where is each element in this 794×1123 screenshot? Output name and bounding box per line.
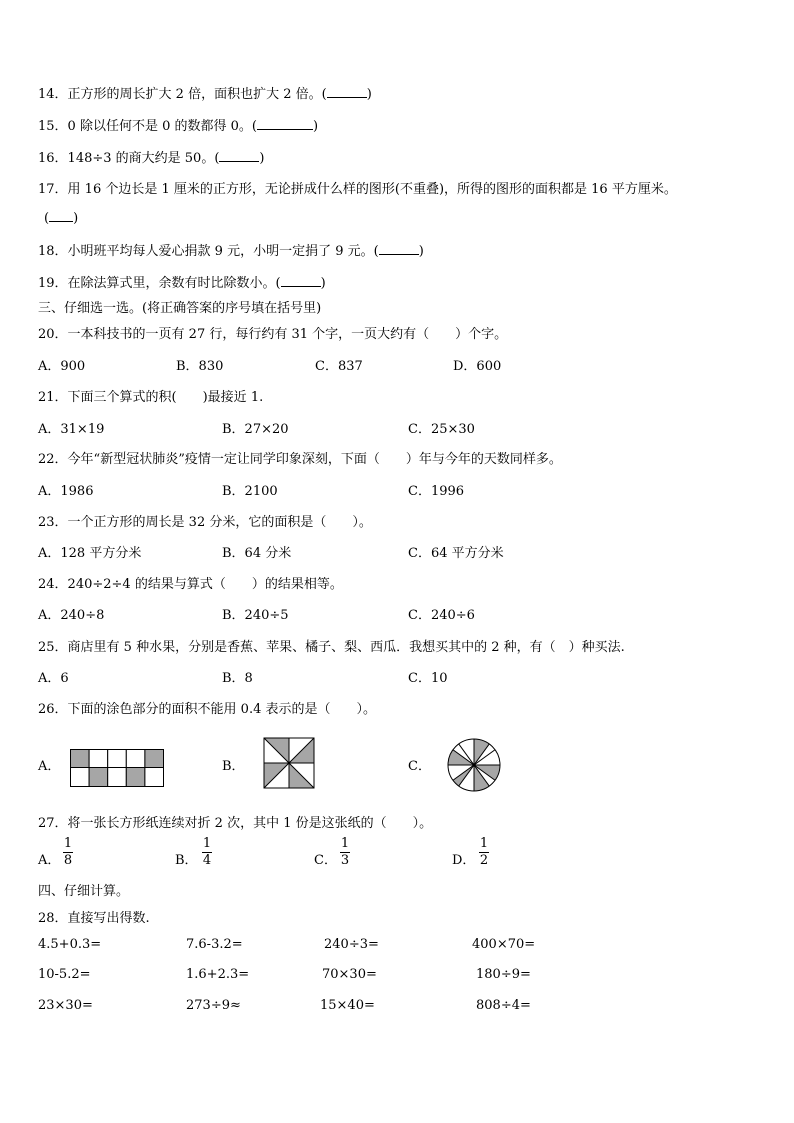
option-d[interactable]: D． [452, 853, 476, 868]
question-28: 28．直接写出得数. [38, 911, 150, 926]
option-c[interactable]: C．25×30 [408, 422, 475, 437]
option-b[interactable]: B． [222, 759, 245, 774]
question-14: 14．正方形的周长扩大 2 倍，面积也扩大 2 倍。( ) [38, 87, 372, 102]
calc-item: 4.5+0.3= [38, 937, 102, 952]
question-21-options [38, 418, 758, 438]
question-17-answer-line: ( ) [44, 211, 79, 226]
question-18: 18．小明班平均每人爱心捐款 9 元，小明一定捐了 9 元。( ) [38, 244, 424, 259]
question-19-text: 19．在除法算式里，余数有时比除数小。( [38, 276, 281, 291]
option-b[interactable]: B． [175, 853, 198, 868]
answer-blank-18[interactable] [379, 242, 419, 255]
option-c[interactable]: C．1996 [408, 484, 465, 499]
question-27: 27．将一张长方形纸连续对折 2 次，其中 1 份是这张纸的（ ）。 [38, 816, 433, 831]
question-16: 16．148÷3 的商大约是 50。( ) [38, 151, 265, 166]
question-24: 24．240÷2÷4 的结果与算式（ ）的结果相等。 [38, 577, 343, 592]
question-15: 15．0 除以任何不是 0 的数都得 0。( ) [38, 119, 319, 134]
square-figure-b [263, 737, 315, 789]
question-26: 26．下面的涂色部分的面积不能用 0.4 表示的是（ ）。 [38, 702, 376, 717]
calc-item: 180÷9= [476, 967, 531, 982]
calc-item: 808÷4= [476, 998, 531, 1013]
fraction-b: 1 4 [202, 836, 212, 868]
question-16-text: 16．148÷3 的商大约是 50。( [38, 151, 220, 166]
option-c[interactable]: C．837 [315, 359, 363, 374]
calc-item: 10-5.2= [38, 967, 91, 982]
option-a[interactable]: A．1986 [38, 484, 94, 499]
answer-blank-19[interactable] [281, 274, 321, 287]
fraction-a: 1 8 [63, 836, 73, 868]
answer-blank-15[interactable] [257, 117, 313, 130]
answer-blank-16[interactable] [219, 149, 259, 162]
calc-item: 273÷9≈ [186, 998, 241, 1013]
option-a[interactable]: A．240÷8 [38, 608, 105, 623]
option-b[interactable]: B．2100 [222, 484, 278, 499]
option-a[interactable]: A．128 平方分米 [38, 546, 142, 561]
calc-item: 400×70= [472, 937, 536, 952]
question-17-text: 17．用 16 个边长是 1 厘米的正方形，无论拼成什么样的图形(不重叠)，所得的图形的面积都是 16 平方厘米。 [38, 182, 677, 197]
option-c[interactable]: C．10 [408, 671, 448, 686]
calc-item: 70×30= [322, 967, 377, 982]
question-25-options [38, 667, 758, 687]
question-22: 22．今年“新型冠状肺炎”疫情一定让同学印象深刻，下面（ ）年与今年的天数同样多。 [38, 452, 562, 467]
calc-item: 1.6+2.3= [186, 967, 250, 982]
question-24-options [38, 604, 758, 624]
question-15-text: 15．0 除以任何不是 0 的数都得 0。( [38, 119, 257, 134]
calc-item: 15×40= [320, 998, 375, 1013]
question-20-options [38, 355, 758, 375]
answer-blank-17[interactable] [49, 209, 73, 222]
answer-blank-14[interactable] [327, 85, 367, 98]
option-a[interactable]: A．6 [38, 671, 69, 686]
question-14-text: 14．正方形的周长扩大 2 倍，面积也扩大 2 倍。( [38, 87, 327, 102]
option-d[interactable]: D．600 [453, 359, 502, 374]
question-23-options [38, 542, 758, 562]
option-a[interactable]: A． [38, 853, 61, 868]
option-c[interactable]: C． [314, 853, 337, 868]
option-b[interactable]: B．830 [176, 359, 224, 374]
question-23: 23．一个正方形的周长是 32 分米，它的面积是（ ）。 [38, 515, 372, 530]
option-a[interactable]: A．900 [38, 359, 86, 374]
option-b[interactable]: B．64 分米 [222, 546, 292, 561]
fraction-c: 1 3 [340, 836, 350, 868]
question-22-options [38, 480, 758, 500]
fraction-d: 1 2 [479, 836, 489, 868]
calc-item: 240÷3= [324, 937, 379, 952]
question-19: 19．在除法算式里，余数有时比除数小。( ) [38, 276, 326, 291]
question-21: 21．下面三个算式的积( )最接近 1. [38, 390, 264, 405]
option-c[interactable]: C． [408, 759, 431, 774]
question-17 [38, 178, 677, 197]
question-18-text: 18．小明班平均每人爱心捐款 9 元，小明一定捐了 9 元。( [38, 244, 379, 259]
section-4-heading: 四、仔细计算。 [38, 884, 130, 899]
option-a[interactable]: A． [38, 759, 61, 774]
option-c[interactable]: C．240÷6 [408, 608, 475, 623]
option-b[interactable]: B．240÷5 [222, 608, 289, 623]
question-25: 25．商店里有 5 种水果，分别是香蕉、苹果、橘子、梨、西瓜．我想买其中的 2 种，有（ ）种买法. [38, 640, 625, 655]
option-b[interactable]: B．27×20 [222, 422, 289, 437]
option-b[interactable]: B．8 [222, 671, 253, 686]
grid-figure-a [70, 749, 164, 787]
option-a[interactable]: A．31×19 [38, 422, 105, 437]
calc-item: 23×30= [38, 998, 93, 1013]
circle-figure-c [446, 737, 502, 793]
calc-item: 7.6-3.2= [186, 937, 243, 952]
question-20: 20．一本科技书的一页有 27 行，每行约有 31 个字，一页大约有（ ）个字。 [38, 327, 508, 342]
section-3-heading: 三、仔细选一选。(将正确答案的序号填在括号里) [38, 301, 322, 316]
option-c[interactable]: C．64 平方分米 [408, 546, 504, 561]
